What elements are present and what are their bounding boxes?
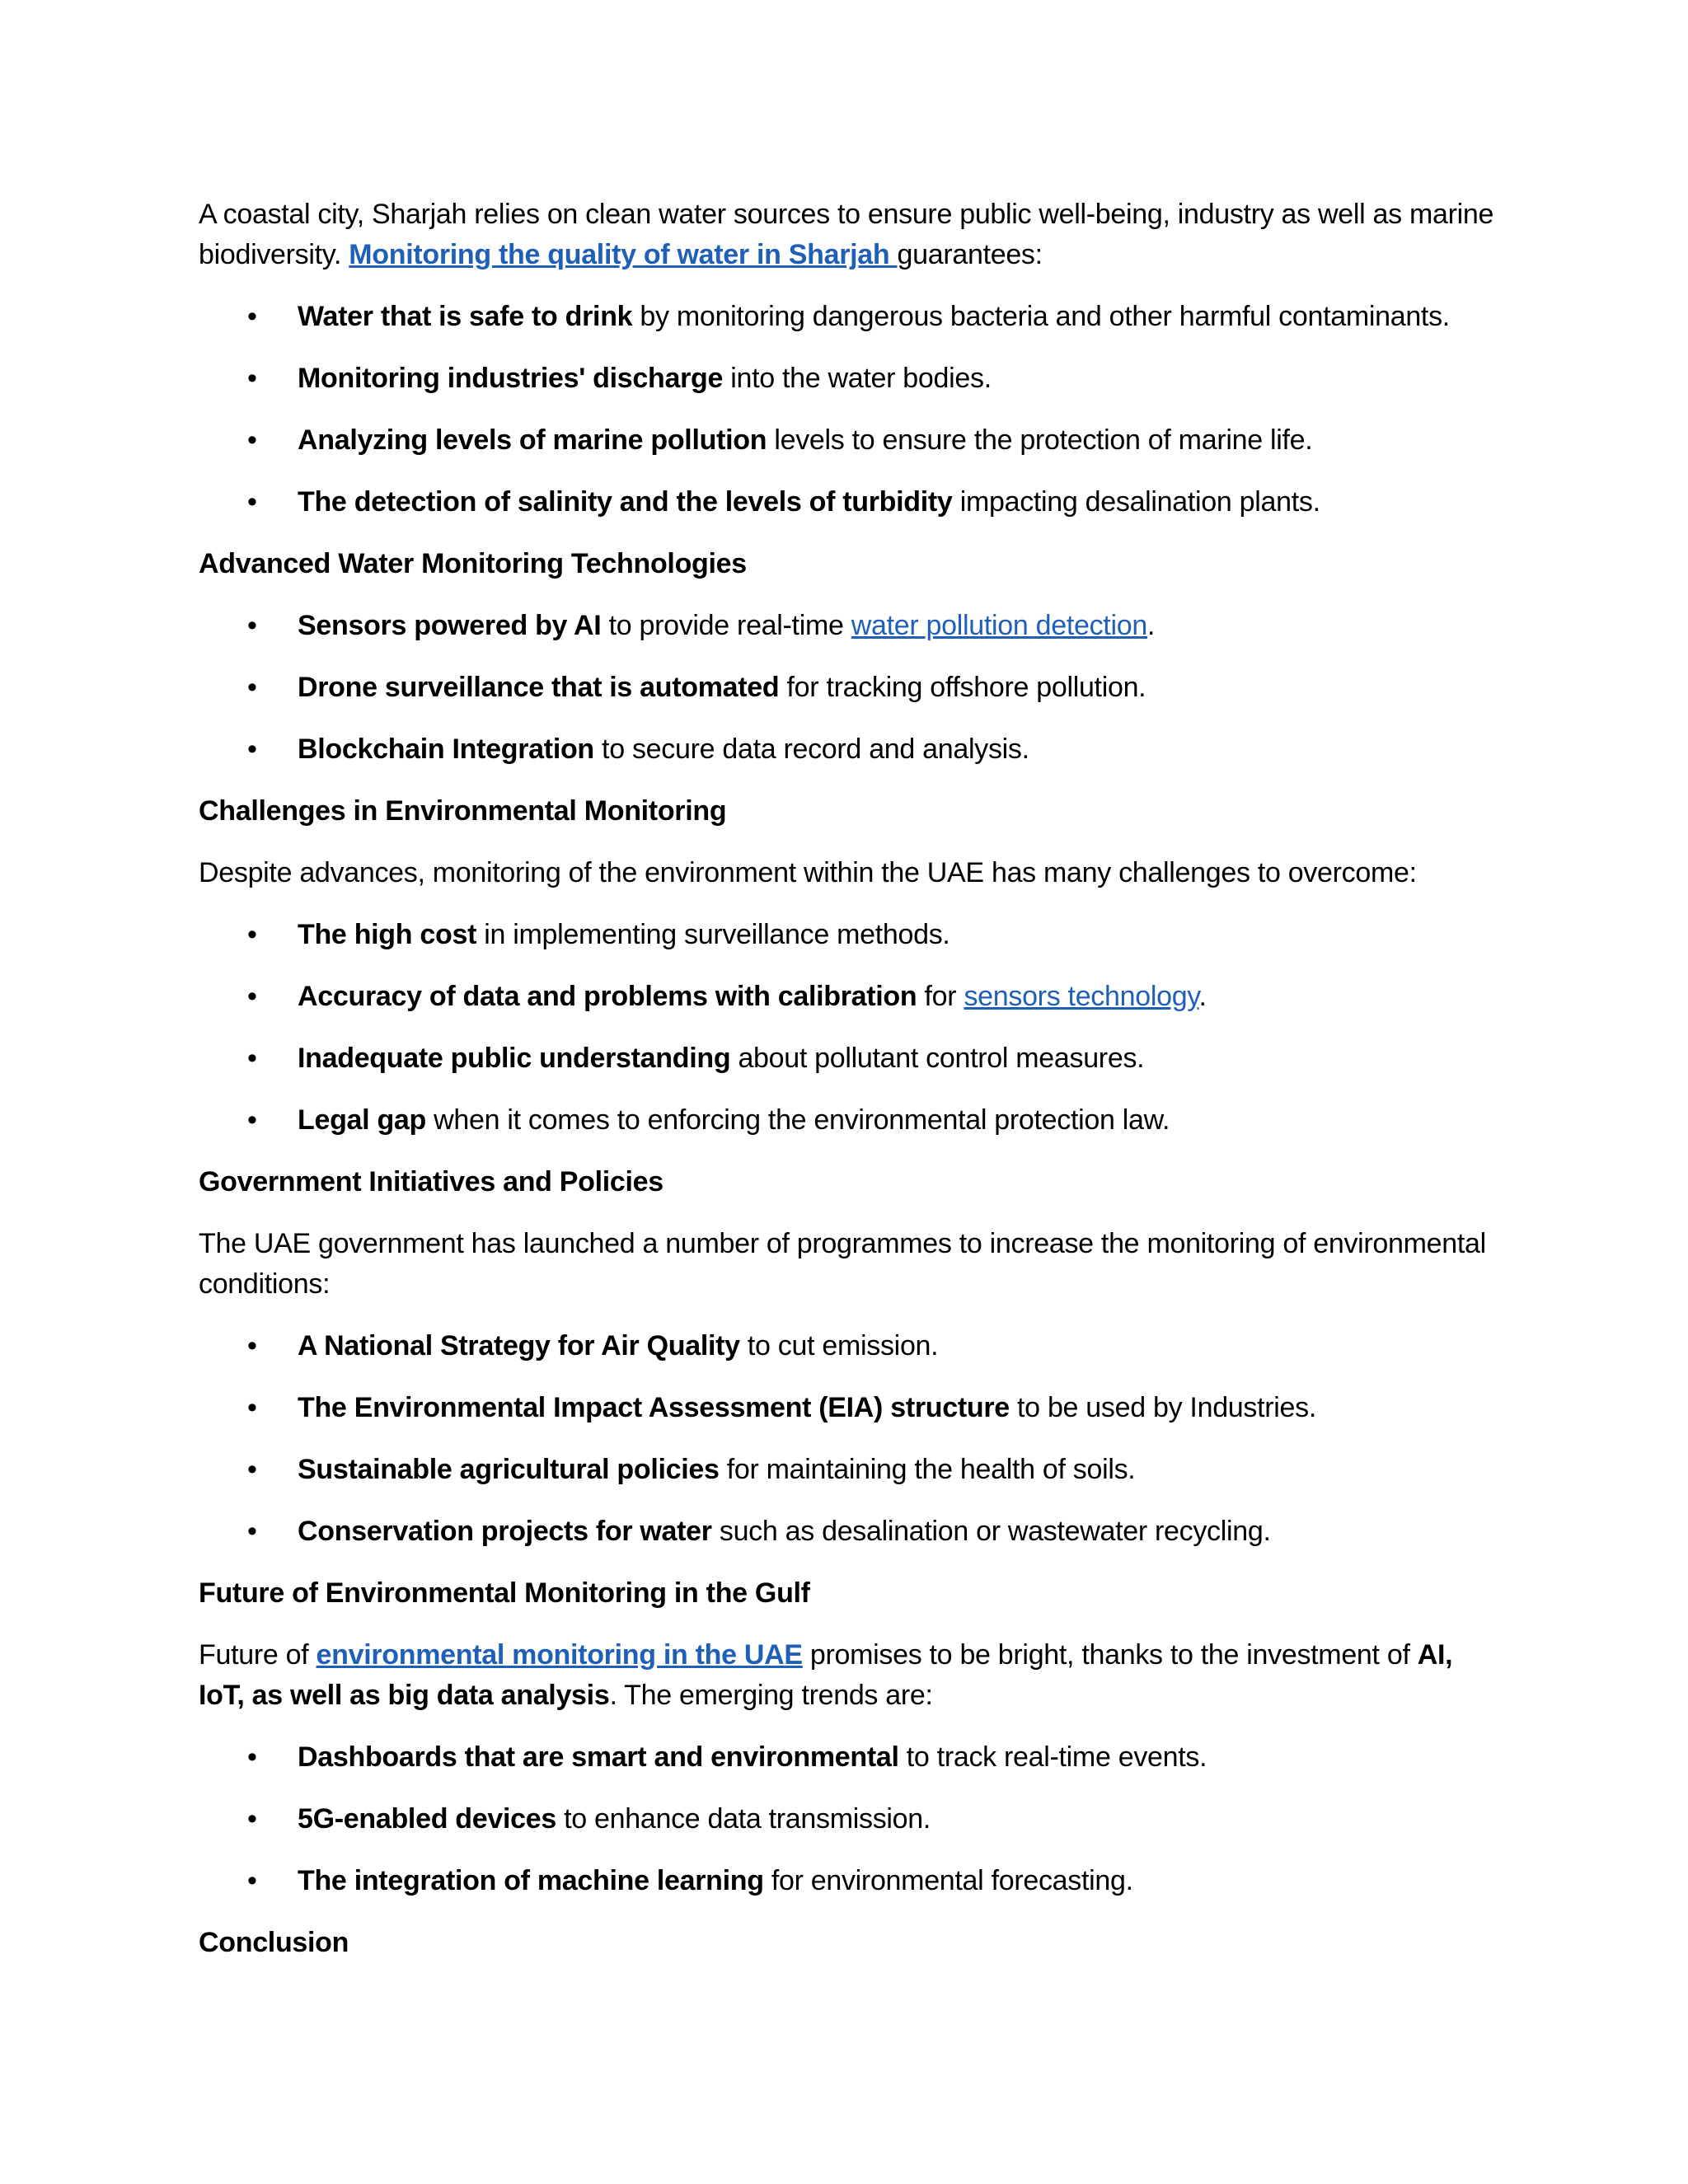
list-item: • Accuracy of data and problems with calibration for sensors technology. [199,977,1501,1017]
heading-conclusion: Conclusion [199,1927,349,1958]
bullet-icon: • [247,1104,257,1136]
list-item: • The high cost in implementing surveillance methods. [199,915,1501,955]
list-item: • Blockchain Integration to secure data record and analysis. [199,729,1501,770]
list-item: • Analyzing levels of marine pollution levels to ensure the protection of marine life. [199,420,1501,461]
list-item: • The integration of machine learning for environmental forecasting. [199,1861,1501,1901]
bullet-icon: • [247,1741,257,1773]
bullet-icon: • [247,1330,257,1361]
heading-government: Government Initiatives and Policies [199,1166,663,1197]
challenges-intro: Despite advances, monitoring of the environment within the UAE has many challenges to overcome: [199,857,1417,888]
bullet-icon: • [247,733,257,765]
bullet-icon: • [247,1803,257,1835]
bullet-icon: • [247,424,257,456]
heading-technologies: Advanced Water Monitoring Technologies [199,548,747,579]
bullet-icon: • [247,1865,257,1896]
list-item: • Sensors powered by AI to provide real-time water pollution detection. [199,606,1501,646]
future-intro: Future of environmental monitoring in the UAE promises to be bright, thanks to the investment of AI, IoT, as well as big data analysis. The emerging trends are: [199,1639,1453,1711]
list-item: • Conservation projects for water such as desalination or wastewater recycling. [199,1511,1501,1552]
bullet-icon: • [247,1043,257,1074]
bullet-icon: • [247,672,257,703]
list-item: • Monitoring industries' discharge into the water bodies. [199,359,1501,399]
water-monitoring-list [199,297,1501,523]
government-intro: The UAE government has launched a number of programmes to increase the monitoring of environmental conditions: [199,1228,1486,1300]
bullet-icon: • [247,1392,257,1423]
list-item: • Inadequate public understanding about pollutant control measures. [199,1038,1501,1079]
list-item: • 5G-enabled devices to enhance data transmission. [199,1799,1501,1840]
list-item: • Water that is safe to drink by monitoring dangerous bacteria and other harmful contaminants. [199,297,1501,337]
list-item: • Drone surveillance that is automated for tracking offshore pollution. [199,668,1501,708]
intro-paragraph [199,194,1501,275]
sharjah-water-quality-link[interactable]: Monitoring the quality of water in Sharjah [349,239,898,270]
bullet-icon: • [247,1454,257,1485]
water-pollution-detection-link[interactable]: water pollution detection [851,610,1147,641]
bullet-icon: • [247,486,257,518]
list-item: • The detection of salinity and the levels of turbidity impacting desalination plants. [199,482,1501,523]
government-list [199,1326,1501,1552]
heading-challenges: Challenges in Environmental Monitoring [199,795,727,827]
intro-text: A coastal city, Sharjah relies on clean water sources to ensure public well-being, industry as well as marine biodiversity. [199,199,1494,270]
list-item: • The Environmental Impact Assessment (EIA) structure to be used by Industries. [199,1388,1501,1428]
bullet-icon: • [247,919,257,950]
document-page [199,194,1501,1985]
intro-text-end: guarantees: [897,239,1043,270]
bullet-icon: • [247,610,257,641]
trends-list [199,1737,1501,1901]
environmental-monitoring-uae-link[interactable]: environmental monitoring in the UAE [316,1639,803,1671]
list-item: • Legal gap when it comes to enforcing the environmental protection law. [199,1100,1501,1141]
bullet-icon: • [247,363,257,394]
list-item: • Dashboards that are smart and environmental to track real-time events. [199,1737,1501,1778]
bullet-icon: • [247,981,257,1012]
technologies-list [199,606,1501,770]
heading-future: Future of Environmental Monitoring in the Gulf [199,1577,810,1609]
challenges-list [199,915,1501,1141]
list-item: • Sustainable agricultural policies for maintaining the health of soils. [199,1450,1501,1490]
bullet-icon: • [247,1516,257,1547]
bullet-icon: • [247,301,257,332]
sensors-technology-link[interactable]: sensors technology [964,981,1199,1012]
list-item: • A National Strategy for Air Quality to cut emission. [199,1326,1501,1366]
